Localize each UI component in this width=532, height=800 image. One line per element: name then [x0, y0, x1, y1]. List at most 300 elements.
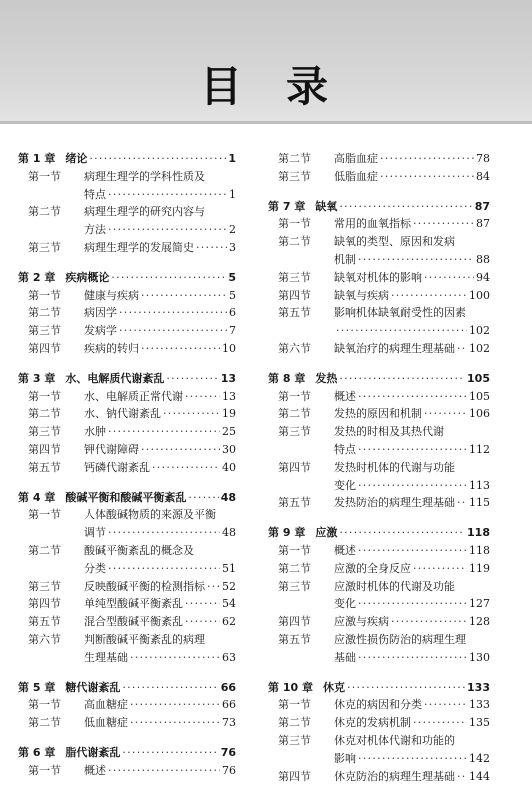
toc-chapter — [18, 269, 236, 358]
section-page: 130 — [469, 650, 490, 664]
section-number: 第三节 — [278, 579, 311, 593]
section-page: 19 — [222, 407, 236, 421]
section-entry — [18, 631, 236, 649]
toc-column-left — [18, 150, 236, 792]
section-number: 第一节 — [28, 169, 61, 183]
leader-dots — [358, 595, 467, 613]
section-entry-continued — [268, 251, 490, 269]
section-number: 第四节 — [278, 460, 311, 474]
leader-dots — [358, 477, 467, 495]
section-page: 76 — [222, 763, 236, 777]
leader-dots — [339, 370, 465, 388]
section-entry — [268, 542, 490, 560]
section-entry-continued — [268, 595, 490, 613]
leader-dots — [358, 750, 467, 768]
leader-dots — [358, 649, 467, 667]
section-entry — [18, 696, 236, 714]
leader-dots — [424, 405, 467, 423]
section-entry — [18, 340, 236, 358]
chapter-page: 48 — [220, 490, 236, 504]
section-entry — [18, 388, 236, 406]
section-number: 第一节 — [28, 389, 61, 403]
section-entry — [18, 168, 236, 186]
section-page: 102 — [469, 324, 490, 338]
leader-dots — [457, 768, 467, 786]
chapter-page: 13 — [220, 371, 236, 385]
leader-dots — [130, 696, 220, 714]
leader-dots — [141, 287, 227, 305]
leader-dots — [339, 524, 465, 542]
section-title: 病理生理学的发展简史 — [84, 240, 194, 254]
section-number: 第四节 — [278, 288, 311, 302]
section-title: 应激的全身反应 — [334, 561, 411, 575]
chapter-title: 脂代谢紊乱 — [65, 745, 121, 759]
leader-dots — [130, 649, 220, 667]
leader-dots — [358, 251, 474, 269]
section-page: 119 — [469, 561, 490, 575]
section-number: 第二节 — [278, 561, 311, 575]
section-number: 第四节 — [28, 597, 61, 611]
section-title: 水肿 — [84, 425, 106, 439]
toc-column-right — [268, 150, 490, 797]
chapter-number: 第 8 章 — [268, 371, 306, 385]
section-entry — [18, 287, 236, 305]
chapter-title: 酸碱平衡和酸碱平衡紊乱 — [65, 490, 187, 504]
leader-dots — [141, 340, 220, 358]
section-title: 低血糖症 — [84, 716, 128, 730]
section-title: 人体酸碱物质的来源及平衡 — [84, 508, 216, 522]
section-page: 102 — [469, 341, 490, 355]
section-number: 第六节 — [28, 632, 61, 646]
section-page: 105 — [469, 389, 490, 403]
leader-dots — [457, 340, 467, 358]
section-entry-continued — [268, 322, 490, 340]
chapter-heading — [268, 524, 490, 542]
toc-chapter — [18, 744, 236, 780]
toc-chapter — [268, 150, 490, 186]
section-entry — [268, 388, 490, 406]
leader-dots — [391, 287, 467, 305]
section-title: 发热的时相及其热代谢 — [334, 425, 444, 439]
chapter-title: 缺氧 — [315, 199, 338, 213]
section-entry — [18, 239, 236, 257]
chapter-page: 105 — [467, 371, 490, 385]
section-page: 51 — [222, 561, 236, 575]
section-entry — [18, 423, 236, 441]
section-title: 发热时机体的代谢与功能 — [334, 460, 455, 474]
section-page: 106 — [469, 407, 490, 421]
section-entry — [268, 423, 490, 441]
leader-dots — [358, 388, 467, 406]
toc-chapter — [268, 198, 490, 358]
section-page: 5 — [229, 288, 236, 302]
chapter-title: 休克 — [322, 680, 345, 694]
section-title: 水、电解质正常代谢 — [84, 389, 183, 403]
leader-dots — [108, 762, 220, 780]
leader-dots — [380, 150, 474, 168]
section-number: 第一节 — [278, 698, 311, 712]
section-entry — [18, 578, 236, 596]
leader-dots — [108, 524, 220, 542]
leader-dots — [391, 613, 467, 631]
page-header — [0, 0, 532, 124]
section-entry — [268, 494, 490, 512]
section-entry — [18, 542, 236, 560]
section-page: 40 — [222, 460, 236, 474]
section-page: 62 — [222, 615, 236, 629]
toc-chapter — [18, 150, 236, 257]
section-title: 反映酸碱平衡的检测指标 — [84, 579, 205, 593]
section-page: 66 — [222, 698, 236, 712]
section-title: 变化 — [334, 478, 356, 492]
leader-dots — [413, 560, 467, 578]
section-page: 142 — [469, 751, 490, 765]
section-entry — [18, 613, 236, 631]
section-title: 休克的发病机制 — [334, 716, 411, 730]
section-title: 高血糖症 — [84, 698, 128, 712]
section-entry — [268, 768, 490, 786]
leader-dots — [413, 215, 474, 233]
section-entry — [268, 340, 490, 358]
section-number: 第三节 — [28, 425, 61, 439]
chapter-page: 66 — [220, 680, 236, 694]
section-number: 第二节 — [278, 716, 311, 730]
section-title: 病理生理学的学科性质及 — [84, 169, 205, 183]
section-entry — [268, 631, 490, 649]
leader-dots — [185, 595, 220, 613]
chapter-heading — [18, 150, 236, 168]
page-title: 目录 — [199, 62, 372, 111]
section-number: 第二节 — [28, 543, 61, 557]
section-entry — [18, 459, 236, 477]
toc-chapter — [268, 524, 490, 666]
section-page: 13 — [222, 389, 236, 403]
chapter-heading — [18, 489, 236, 507]
chapter-number: 第 10 章 — [268, 680, 313, 694]
section-entry — [18, 322, 236, 340]
section-page: 100 — [469, 288, 490, 302]
chapter-page: 1 — [228, 152, 236, 165]
section-number: 第一节 — [278, 543, 311, 557]
section-title: 休克对机体代谢和功能的 — [334, 733, 455, 747]
section-entry — [268, 304, 490, 322]
section-page: 113 — [469, 478, 490, 492]
section-page: 133 — [469, 698, 490, 712]
section-entry — [18, 441, 236, 459]
section-entry — [268, 696, 490, 714]
section-entry — [18, 506, 236, 524]
leader-dots — [166, 370, 218, 388]
section-title: 判断酸碱平衡紊乱的病理 — [84, 632, 205, 646]
leader-dots — [424, 696, 467, 714]
section-title: 概述 — [334, 389, 356, 403]
section-number: 第二节 — [28, 205, 61, 219]
toc-chapter — [268, 370, 490, 512]
section-title: 低脂血症 — [334, 169, 378, 183]
leader-dots — [130, 714, 220, 732]
section-title: 疾病的转归 — [84, 341, 139, 355]
section-title: 钾代谢障碍 — [84, 442, 139, 456]
leader-dots — [185, 613, 220, 631]
leader-dots — [89, 150, 226, 168]
section-title: 单纯型酸碱平衡紊乱 — [84, 597, 183, 611]
section-title: 高脂血症 — [334, 152, 378, 165]
section-entry — [18, 595, 236, 613]
chapter-number: 第 2 章 — [18, 270, 56, 284]
leader-dots — [339, 198, 472, 216]
section-number: 第四节 — [28, 341, 61, 355]
section-entry — [18, 203, 236, 221]
section-number: 第一节 — [28, 763, 61, 777]
section-title: 影响 — [334, 751, 356, 765]
chapter-heading — [18, 269, 236, 287]
chapter-heading — [268, 198, 490, 216]
leader-dots — [336, 322, 467, 340]
section-title: 酸碱平衡紊乱的概念及 — [84, 543, 194, 557]
section-page: 73 — [222, 716, 236, 730]
leader-dots — [457, 494, 467, 512]
leader-dots — [380, 168, 474, 186]
section-entry — [18, 405, 236, 423]
section-number: 第五节 — [278, 632, 311, 646]
section-entry-continued — [18, 524, 236, 542]
section-number: 第三节 — [278, 169, 311, 183]
leader-dots — [141, 441, 220, 459]
section-number: 第四节 — [278, 769, 311, 783]
section-entry — [268, 150, 490, 168]
section-page: 25 — [222, 425, 236, 439]
section-title: 缺氧对机体的影响 — [334, 270, 422, 284]
section-number: 第四节 — [278, 615, 311, 629]
section-title: 应激性损伤防治的病理生理 — [334, 632, 466, 646]
section-title: 特点 — [84, 187, 106, 201]
section-title: 概述 — [84, 763, 106, 777]
leader-dots — [188, 489, 218, 507]
chapter-heading — [268, 370, 490, 388]
section-title: 应激与疾病 — [334, 615, 389, 629]
section-number: 第五节 — [28, 460, 61, 474]
chapter-number: 第 9 章 — [268, 526, 306, 540]
section-entry-continued — [268, 750, 490, 768]
chapter-title: 糖代谢紊乱 — [65, 680, 121, 694]
chapter-number: 第 6 章 — [18, 745, 56, 759]
chapter-number: 第 7 章 — [268, 199, 306, 213]
section-title: 变化 — [334, 597, 356, 611]
section-title: 病理生理学的研究内容与 — [84, 205, 205, 219]
section-page: 6 — [229, 306, 236, 320]
section-entry-continued — [18, 560, 236, 578]
leader-dots — [358, 441, 467, 459]
section-title: 发热的原因和机制 — [334, 407, 422, 421]
leader-dots — [347, 679, 465, 697]
section-number: 第三节 — [28, 324, 61, 338]
section-entry — [268, 613, 490, 631]
section-title: 休克的病因和分类 — [334, 698, 422, 712]
section-page: 135 — [469, 716, 490, 730]
section-number: 第一节 — [28, 288, 61, 302]
section-page: 2 — [229, 223, 236, 237]
section-number: 第二节 — [278, 152, 311, 165]
section-page: 7 — [229, 324, 236, 338]
section-page: 112 — [469, 442, 490, 456]
section-page: 84 — [476, 169, 490, 183]
leader-dots — [108, 186, 227, 204]
leader-dots — [122, 679, 218, 697]
leader-dots — [108, 560, 220, 578]
chapter-number: 第 5 章 — [18, 680, 56, 694]
section-entry — [268, 459, 490, 477]
section-number: 第二节 — [278, 235, 311, 249]
section-page: 78 — [476, 152, 490, 165]
section-title: 常用的血氧指标 — [334, 217, 411, 231]
chapter-number: 第 1 章 — [18, 152, 56, 165]
chapter-heading — [18, 744, 236, 762]
chapter-page: 5 — [228, 270, 236, 284]
section-entry — [268, 168, 490, 186]
section-title: 基础 — [334, 650, 356, 664]
section-number: 第六节 — [278, 341, 311, 355]
toc-chapter — [18, 370, 236, 477]
section-page: 115 — [469, 496, 490, 510]
chapter-title: 应激 — [315, 526, 338, 540]
section-entry — [268, 269, 490, 287]
section-title: 机制 — [334, 252, 356, 266]
section-entry — [268, 233, 490, 251]
section-page: 94 — [476, 270, 490, 284]
chapter-heading — [268, 679, 490, 697]
section-entry — [18, 762, 236, 780]
section-number: 第三节 — [28, 579, 61, 593]
leader-dots — [358, 542, 467, 560]
section-page: 52 — [222, 579, 236, 593]
chapter-title: 绪论 — [65, 152, 88, 165]
section-title: 健康与疾病 — [84, 288, 139, 302]
section-title: 特点 — [334, 442, 356, 456]
section-number: 第二节 — [28, 407, 61, 421]
section-entry-continued — [268, 649, 490, 667]
section-number: 第一节 — [278, 217, 311, 231]
section-title: 分类 — [84, 561, 106, 575]
section-page: 128 — [469, 615, 490, 629]
section-title: 应激时机体的代谢及功能 — [334, 579, 455, 593]
chapter-page: 118 — [467, 526, 490, 540]
section-number: 第一节 — [278, 389, 311, 403]
chapter-heading — [18, 370, 236, 388]
section-page: 30 — [222, 442, 236, 456]
section-page: 127 — [469, 597, 490, 611]
section-title: 水、钠代谢紊乱 — [84, 407, 161, 421]
toc-chapter — [18, 679, 236, 732]
section-number: 第三节 — [278, 733, 311, 747]
section-page: 48 — [222, 526, 236, 540]
leader-dots — [119, 322, 227, 340]
leader-dots — [108, 423, 220, 441]
section-page: 118 — [469, 543, 490, 557]
section-title: 方法 — [84, 223, 106, 237]
leader-dots — [122, 744, 218, 762]
section-entry-continued — [18, 221, 236, 239]
section-number: 第一节 — [28, 698, 61, 712]
section-page: 88 — [476, 252, 490, 266]
leader-dots — [413, 714, 467, 732]
section-entry-continued — [268, 477, 490, 495]
leader-dots — [185, 388, 220, 406]
section-title: 休克防治的病理生理基础 — [334, 769, 455, 783]
section-entry-continued — [18, 649, 236, 667]
section-number: 第三节 — [278, 425, 311, 439]
section-page: 63 — [222, 650, 236, 664]
section-entry — [268, 560, 490, 578]
leader-dots — [111, 269, 226, 287]
section-entry — [18, 304, 236, 322]
section-entry — [268, 714, 490, 732]
chapter-title: 水、电解质代谢紊乱 — [65, 371, 165, 385]
section-entry — [268, 578, 490, 596]
section-title: 混合型酸碱平衡紊乱 — [84, 615, 183, 629]
section-number: 第五节 — [278, 306, 311, 320]
leader-dots — [424, 269, 474, 287]
section-entry — [268, 215, 490, 233]
leader-dots — [163, 405, 220, 423]
leader-dots — [196, 239, 227, 257]
section-title: 发病学 — [84, 324, 117, 338]
chapter-title: 疾病概论 — [65, 270, 110, 284]
chapter-number: 第 4 章 — [18, 490, 56, 504]
section-title: 缺氧治疗的病理生理基础 — [334, 341, 455, 355]
leader-dots — [108, 221, 227, 239]
section-title: 影响机体缺氧耐受性的因素 — [334, 306, 466, 320]
section-entry — [18, 714, 236, 732]
section-number: 第一节 — [28, 508, 61, 522]
leader-dots — [207, 578, 220, 596]
section-number: 第三节 — [28, 240, 61, 254]
section-page: 54 — [222, 597, 236, 611]
chapter-number: 第 3 章 — [18, 371, 56, 385]
section-entry-continued — [268, 441, 490, 459]
section-page: 3 — [229, 240, 236, 254]
section-title: 调节 — [84, 526, 106, 540]
section-title: 病因学 — [84, 306, 117, 320]
section-page: 1 — [229, 187, 236, 201]
section-title: 缺氧与疾病 — [334, 288, 389, 302]
section-title: 缺氧的类型、原因和发病 — [334, 235, 455, 249]
toc-chapter — [268, 679, 490, 786]
section-entry — [268, 405, 490, 423]
section-page: 87 — [476, 217, 490, 231]
section-title: 发热防治的病理生理基础 — [334, 496, 455, 510]
section-entry-continued — [18, 186, 236, 204]
section-number: 第二节 — [28, 306, 61, 320]
section-number: 第二节 — [28, 716, 61, 730]
section-entry — [268, 732, 490, 750]
section-page: 10 — [222, 341, 236, 355]
toc-chapter — [18, 489, 236, 667]
section-number: 第五节 — [278, 496, 311, 510]
section-page: 144 — [469, 769, 490, 783]
chapter-page: 133 — [467, 680, 490, 694]
chapter-title: 发热 — [315, 371, 338, 385]
section-number: 第五节 — [28, 615, 61, 629]
chapter-page: 76 — [220, 745, 236, 759]
section-number: 第四节 — [28, 442, 61, 456]
section-number: 第三节 — [278, 270, 311, 284]
section-title: 生理基础 — [84, 650, 128, 664]
leader-dots — [119, 304, 227, 322]
section-title: 概述 — [334, 543, 356, 557]
chapter-page: 87 — [474, 199, 490, 213]
section-number: 第二节 — [278, 407, 311, 421]
chapter-heading — [18, 679, 236, 697]
